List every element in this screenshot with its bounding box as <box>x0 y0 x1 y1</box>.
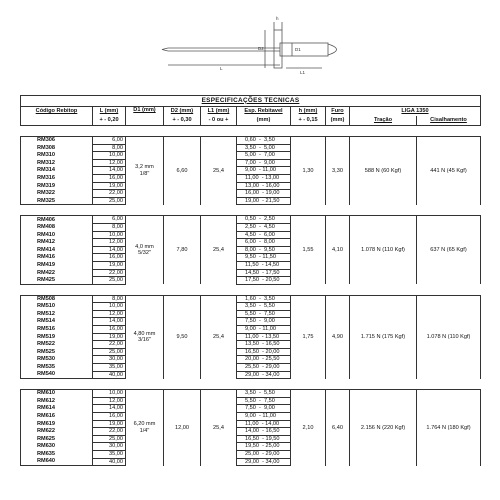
code-cell: RM610 <box>21 390 93 398</box>
length-cell: 30,00 <box>93 443 126 451</box>
length-cell: 35,00 <box>93 450 126 458</box>
code-cell: RM319 <box>21 182 93 190</box>
range-cell: 19,00 - 21,50 <box>237 197 291 205</box>
header-l-tol: + - 0,20 <box>93 116 126 126</box>
length-cell: 6,00 <box>93 137 126 145</box>
h-cell: 2,10 <box>291 390 326 466</box>
header-liga: LIGA 1350 <box>350 107 481 117</box>
range-cell: 16,50 - 20,00 <box>237 348 291 356</box>
code-cell: RM414 <box>21 246 93 254</box>
h-cell: 1,55 <box>291 216 326 284</box>
length-cell: 16,00 <box>93 326 126 334</box>
range-cell: 5,00 - 7,00 <box>237 152 291 160</box>
length-cell: 19,00 <box>93 182 126 190</box>
code-cell: RM408 <box>21 223 93 231</box>
code-cell: RM625 <box>21 435 93 443</box>
group-gap <box>21 126 481 137</box>
code-cell: RM522 <box>21 341 93 349</box>
header-h: h (mm) <box>291 107 326 117</box>
range-cell: 5,50 - 7,50 <box>237 397 291 405</box>
range-cell: 7,00 - 9,00 <box>237 159 291 167</box>
length-cell: 35,00 <box>93 364 126 372</box>
code-cell: RM312 <box>21 159 93 167</box>
code-cell: RM310 <box>21 152 93 160</box>
header-l1: L1 (mm) <box>201 107 237 117</box>
cisalhamento-cell: 1.764 N (180 Kgf) <box>417 390 481 466</box>
length-cell: 12,00 <box>93 159 126 167</box>
tracao-cell: 588 N (60 Kgf) <box>350 137 417 205</box>
code-cell: RM535 <box>21 364 93 372</box>
d1-mm: 3,2 mm <box>135 164 154 171</box>
length-cell: 12,00 <box>93 239 126 247</box>
length-cell: 10,00 <box>93 152 126 160</box>
code-cell: RM630 <box>21 443 93 451</box>
range-cell: 13,50 - 16,50 <box>237 341 291 349</box>
code-cell: RM419 <box>21 261 93 269</box>
header-codigo: Código Rebitop <box>21 107 93 117</box>
code-cell: RM412 <box>21 239 93 247</box>
code-cell: RM308 <box>21 144 93 152</box>
length-cell: 22,00 <box>93 428 126 436</box>
range-cell: 11,00 - 13,50 <box>237 333 291 341</box>
header-cisalhamento: Cisalhamento <box>417 116 481 126</box>
length-cell: 12,00 <box>93 310 126 318</box>
header-furo: Furo <box>326 107 350 117</box>
length-cell: 14,00 <box>93 246 126 254</box>
range-cell: 25,00 - 29,00 <box>237 450 291 458</box>
d1-cell <box>126 216 164 284</box>
header-h-tol: + - 0,15 <box>291 116 326 126</box>
code-cell: RM540 <box>21 371 93 379</box>
range-cell: 7,50 - 9,00 <box>237 318 291 326</box>
code-cell: RM322 <box>21 190 93 198</box>
cisalhamento-cell: 1.078 N (110 Kgf) <box>417 295 481 379</box>
h-cell: 1,75 <box>291 295 326 379</box>
d1-mm: 4,0 mm <box>135 243 154 250</box>
code-cell: RM416 <box>21 254 93 262</box>
code-cell: RM406 <box>21 216 93 224</box>
range-cell: 3,50 - 5,50 <box>237 303 291 311</box>
range-cell: 9,00 - 11,00 <box>237 413 291 421</box>
range-cell: 0,60 - 3,50 <box>237 137 291 145</box>
d1-cell <box>126 390 164 466</box>
code-cell: RM622 <box>21 428 93 436</box>
code-cell: RM616 <box>21 413 93 421</box>
code-cell: RM640 <box>21 458 93 466</box>
specs-table <box>20 95 481 466</box>
header-l1-tol: - 0 ou + <box>201 116 237 126</box>
header-d2: D2 (mm) <box>164 107 201 117</box>
dim-d2-label: D2 <box>258 46 264 51</box>
range-cell: 6,00 - 8,00 <box>237 239 291 247</box>
tracao-cell: 1.078 N (110 Kgf) <box>350 216 417 284</box>
code-cell: RM619 <box>21 420 93 428</box>
code-cell: RM635 <box>21 450 93 458</box>
range-cell: 11,50 - 14,50 <box>237 261 291 269</box>
d2-cell: 6,60 <box>164 137 201 205</box>
d1-inch: 1/8" <box>139 170 150 177</box>
l1-cell: 25,4 <box>201 137 237 205</box>
length-cell: 8,00 <box>93 295 126 303</box>
length-cell: 14,00 <box>93 405 126 413</box>
header-d2-tol: + - 0,30 <box>164 116 201 126</box>
length-cell: 25,00 <box>93 197 126 205</box>
length-cell: 6,00 <box>93 216 126 224</box>
length-cell: 40,00 <box>93 371 126 379</box>
table-row <box>21 390 481 398</box>
code-cell: RM530 <box>21 356 93 364</box>
length-cell: 16,00 <box>93 413 126 421</box>
code-cell: RM325 <box>21 197 93 205</box>
code-cell: RM425 <box>21 277 93 285</box>
range-cell: 25,50 - 29,00 <box>237 364 291 372</box>
table-row <box>21 216 481 224</box>
range-cell: 2,50 - 4,50 <box>237 223 291 231</box>
range-cell: 9,50 - 11,50 <box>237 254 291 262</box>
d1-inch: 1/4" <box>139 427 150 434</box>
furo-cell: 4,10 <box>326 216 350 284</box>
range-cell: 3,50 - 5,50 <box>237 390 291 398</box>
group-gap <box>21 205 481 216</box>
range-cell: 16,00 - 19,00 <box>237 190 291 198</box>
code-cell: RM514 <box>21 318 93 326</box>
length-cell: 16,00 <box>93 254 126 262</box>
code-cell: RM519 <box>21 333 93 341</box>
range-cell: 14,50 - 17,50 <box>237 269 291 277</box>
range-cell: 14,00 - 16,50 <box>237 428 291 436</box>
length-cell: 10,00 <box>93 231 126 239</box>
range-cell: 17,50 - 20,50 <box>237 277 291 285</box>
rivet-drawing <box>150 8 360 80</box>
length-cell: 12,00 <box>93 397 126 405</box>
code-cell: RM422 <box>21 269 93 277</box>
tracao-cell: 1.715 N (175 Kgf) <box>350 295 417 379</box>
dim-h-label: h <box>276 16 279 21</box>
range-cell: 16,50 - 19,50 <box>237 435 291 443</box>
length-cell: 14,00 <box>93 318 126 326</box>
d1-mm: 6,20 mm <box>133 421 156 428</box>
range-cell: 8,00 - 9,50 <box>237 246 291 254</box>
code-cell: RM316 <box>21 174 93 182</box>
header-furo-unit: (mm) <box>326 116 350 126</box>
length-cell: 10,00 <box>93 390 126 398</box>
code-cell: RM525 <box>21 348 93 356</box>
length-cell: 8,00 <box>93 223 126 231</box>
tracao-cell: 2.156 N (220 Kgf) <box>350 390 417 466</box>
code-cell: RM612 <box>21 397 93 405</box>
length-cell: 40,00 <box>93 458 126 466</box>
d1-inch: 3/16" <box>138 337 151 344</box>
cisalhamento-cell: 441 N (45 Kgf) <box>417 137 481 205</box>
range-cell: 11,00 - 14,00 <box>237 420 291 428</box>
specs-table-container <box>20 95 480 466</box>
length-cell: 25,00 <box>93 435 126 443</box>
range-cell: 11,00 - 13,00 <box>237 174 291 182</box>
range-cell: 9,00 - 11,00 <box>237 326 291 334</box>
group-gap <box>21 379 481 390</box>
range-cell: 9,00 - 11,00 <box>237 167 291 175</box>
header-esp-unit: (mm) <box>237 116 291 126</box>
length-cell: 14,00 <box>93 167 126 175</box>
code-cell: RM614 <box>21 405 93 413</box>
l1-cell: 25,4 <box>201 216 237 284</box>
table-title: ESPECIFICAÇÕES TECNICAS <box>21 96 481 107</box>
length-cell: 22,00 <box>93 190 126 198</box>
d2-cell: 12,00 <box>164 390 201 466</box>
furo-cell: 6,40 <box>326 390 350 466</box>
length-cell: 19,00 <box>93 420 126 428</box>
furo-cell: 3,30 <box>326 137 350 205</box>
h-cell: 1,30 <box>291 137 326 205</box>
d2-cell: 9,50 <box>164 295 201 379</box>
dim-l-label: L <box>220 66 223 71</box>
range-cell: 0,50 - 2,50 <box>237 216 291 224</box>
header-tracao: Tração <box>350 116 417 126</box>
code-cell: RM314 <box>21 167 93 175</box>
dim-l1-label: L1 <box>300 70 306 75</box>
length-cell: 19,00 <box>93 261 126 269</box>
header-d1: D1 (mm) <box>126 107 164 126</box>
l1-cell: 25,4 <box>201 390 237 466</box>
range-cell: 3,50 - 5,00 <box>237 144 291 152</box>
d1-cell <box>126 295 164 379</box>
length-cell: 30,00 <box>93 356 126 364</box>
d1-inch: 5/32" <box>138 250 151 257</box>
length-cell: 22,00 <box>93 341 126 349</box>
length-cell: 10,00 <box>93 303 126 311</box>
range-cell: 5,50 - 7,50 <box>237 310 291 318</box>
table-row <box>21 137 481 145</box>
d1-mm: 4,80 mm <box>133 330 156 337</box>
range-cell: 19,50 - 25,00 <box>237 443 291 451</box>
d1-cell <box>126 137 164 205</box>
code-cell: RM508 <box>21 295 93 303</box>
header-esp: Esp. Rebitavel <box>237 107 291 117</box>
group-gap <box>21 284 481 295</box>
length-cell: 8,00 <box>93 144 126 152</box>
range-cell: 13,00 - 16,00 <box>237 182 291 190</box>
header-l: L (mm) <box>93 107 126 117</box>
range-cell: 1,60 - 3,50 <box>237 295 291 303</box>
code-cell: RM510 <box>21 303 93 311</box>
range-cell: 20,00 - 25,50 <box>237 356 291 364</box>
length-cell: 22,00 <box>93 269 126 277</box>
l1-cell: 25,4 <box>201 295 237 379</box>
code-cell: RM410 <box>21 231 93 239</box>
length-cell: 25,00 <box>93 277 126 285</box>
dim-d1-label: D1 <box>295 47 301 52</box>
range-cell: 29,00 - 34,00 <box>237 371 291 379</box>
header-codigo-sub <box>21 116 93 126</box>
length-cell: 25,00 <box>93 348 126 356</box>
length-cell: 16,00 <box>93 174 126 182</box>
table-row <box>21 295 481 303</box>
code-cell: RM512 <box>21 310 93 318</box>
furo-cell: 4,90 <box>326 295 350 379</box>
range-cell: 4,50 - 6,00 <box>237 231 291 239</box>
code-cell: RM516 <box>21 326 93 334</box>
code-cell: RM306 <box>21 137 93 145</box>
d2-cell: 7,80 <box>164 216 201 284</box>
length-cell: 19,00 <box>93 333 126 341</box>
range-cell: 29,00 - 34,00 <box>237 458 291 466</box>
cisalhamento-cell: 637 N (65 Kgf) <box>417 216 481 284</box>
range-cell: 7,50 - 9,00 <box>237 405 291 413</box>
